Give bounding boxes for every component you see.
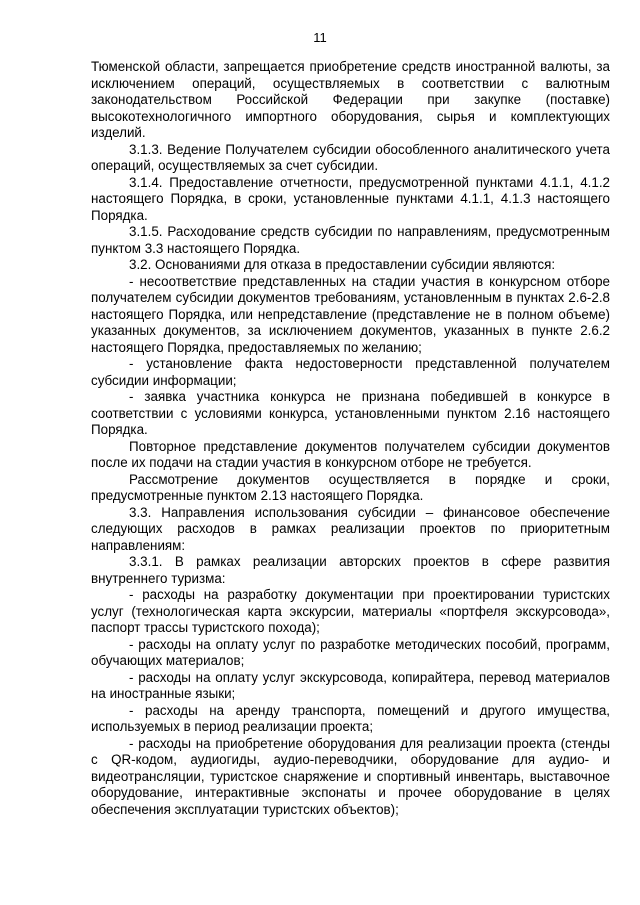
list-item-refusal-3: - заявка участника конкурса не признана победившей в конкурсе в соответствии с условиями конкурса, установленными пунктом 2.16 настоящего Порядка. — [91, 389, 610, 437]
list-item-refusal-2: - установление факта недостоверности представленной получателем субсидии информации; — [91, 356, 610, 388]
document-body — [91, 59, 610, 818]
list-item-expense-1: - расходы на разработку документации при проектировании туристских услуг (технологическая карта экскурсии, материалы «портфеля экскурсовода», паспорт трассы туристского похода); — [91, 587, 610, 635]
paragraph-continuation: Тюменской области, запрещается приобретение средств иностранной валюты, за исключением операций, осуществляемых в соответствии с валютным законодательством Российской Федерации при закупке (поставке) высокотехнологичного импортного оборудования, сырья и комплектующих изделий. — [91, 59, 610, 140]
paragraph-3-1-5: 3.1.5. Расходование средств субсидии по направлениям, предусмотренным пунктом 3.3 настоящего Порядка. — [91, 224, 610, 256]
list-item-expense-2: - расходы на оплату услуг по разработке методических пособий, программ, обучающих материалов; — [91, 636, 610, 668]
paragraph-3-1-3: 3.1.3. Ведение Получателем субсидии обособленного аналитического учета операций, осуществляемых за счет субсидии. — [91, 141, 610, 173]
paragraph-3-2: 3.2. Основаниями для отказа в предоставлении субсидии являются: — [129, 257, 556, 272]
paragraph-resubmission: Повторное представление документов получателем субсидии документов после их подачи на стадии участия в конкурсном отборе не требуется. — [91, 438, 610, 470]
paragraph-3-1-4: 3.1.4. Предоставление отчетности, предусмотренной пунктами 4.1.1, 4.1.2 настоящего Порядка, в сроки, установленные пунктами 4.1.1, 4.1.3 настоящего Порядка. — [91, 174, 610, 223]
list-item-expense-4: - расходы на аренду транспорта, помещений и другого имущества, используемых в период реализации проекта; — [91, 702, 610, 734]
list-item-refusal-1: - несоответствие представленных на стадии участия в конкурсном отборе получателем субсидии документов требованиям, установленным в пунктах 2.6-2.8 настоящего Порядка, или непредставление (представление не в полном объеме) указанных документов, за исключением документов, указанных в пункте 2.6.2 настоящего Порядка, предоставляемых по желанию; — [91, 273, 610, 355]
list-item-expense-5: - расходы на приобретение оборудования для реализации проекта (стенды с QR-кодом, аудиогиды, аудио-переводчики, оборудование для аудио- и видеотрансляции, туристское снаряжение и спортивный инвентарь, выставочное оборудование, интерактивные экспонаты и прочее оборудование в целях обеспечения эксплуатации туристских объектов); — [91, 735, 610, 817]
list-item-expense-3: - расходы на оплату услуг экскурсовода, копирайтера, перевод материалов на иностранные языки; — [91, 669, 610, 701]
paragraph-3-3-1: 3.3.1. В рамках реализации авторских проектов в сфере развития внутреннего туризма: — [91, 554, 610, 586]
paragraph-3-3: 3.3. Направления использования субсидии – финансовое обеспечение следующих расходов в рамках реализации проектов по приоритетным направлениям: — [91, 504, 610, 553]
paragraph-review: Рассмотрение документов осуществляется в порядке и сроки, предусмотренные пунктом 2.13 настоящего Порядка. — [91, 471, 610, 503]
page-number: 11 — [313, 30, 327, 45]
